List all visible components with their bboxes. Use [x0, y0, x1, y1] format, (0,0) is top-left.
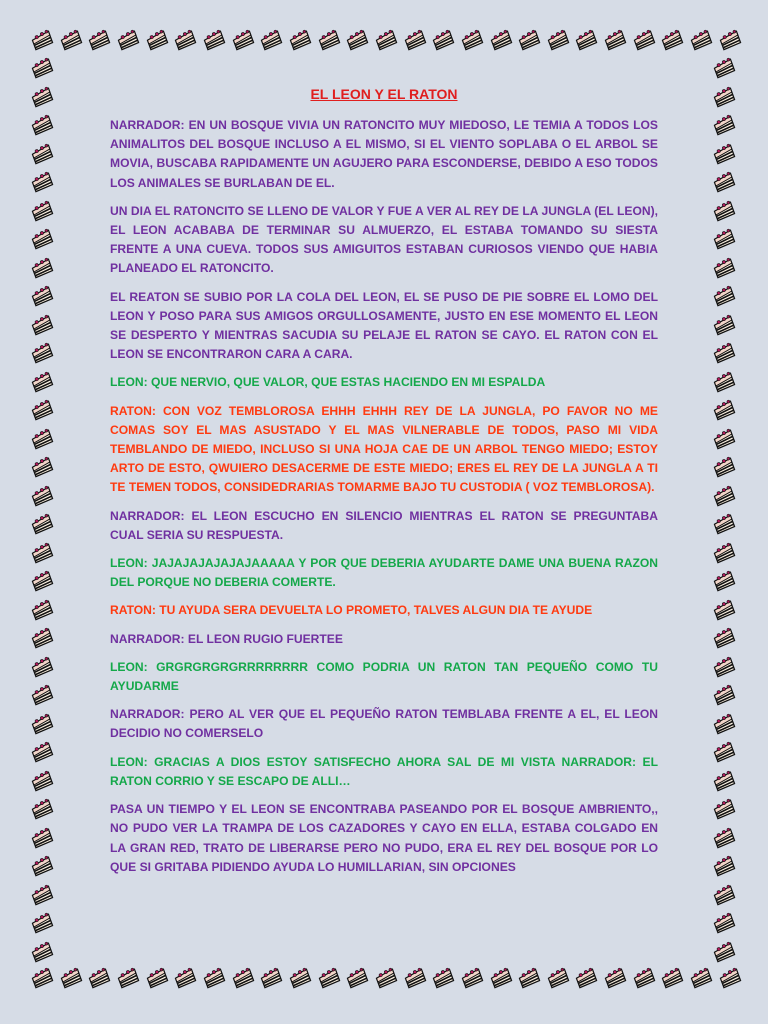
- cake-slice-icon: [632, 966, 656, 990]
- cake-slice-icon: [87, 28, 111, 52]
- cake-slice-icon: [30, 541, 54, 565]
- cake-slice-icon: [689, 966, 713, 990]
- cake-slice-icon: [30, 370, 54, 394]
- paragraph-3: EL REATON SE SUBIO POR LA COLA DEL LEON, EL SE PUSO DE PIE SOBRE EL LOMO DEL LEON Y POSO PARA SUS AMIGOS ORGULLOSAMENTE, JUSTO EN ESE MOMENTO EL LEON SE DESPERTO Y MIENTRAS SACUDIA SU PELAJE EL RATON SE CAYO. EL RATON CON EL LEON SE ENCONTRARON CARA A CARA.: [110, 289, 658, 362]
- cake-slice-icon: [30, 284, 54, 308]
- cake-border-left: [30, 56, 54, 964]
- cake-slice-icon: [231, 966, 255, 990]
- cake-slice-icon: [712, 769, 736, 793]
- cake-slice-icon: [202, 966, 226, 990]
- cake-slice-icon: [546, 28, 570, 52]
- cake-slice-icon: [30, 854, 54, 878]
- cake-slice-icon: [345, 966, 369, 990]
- cake-slice-icon: [173, 966, 197, 990]
- cake-slice-icon: [145, 28, 169, 52]
- paragraph-2: UN DIA EL RATONCITO SE LLENO DE VALOR Y FUE A VER AL REY DE LA JUNGLA (EL LEON), EL LEON ACABABA DE TERMINAR SU ALMUERZO, EL ESTABA TOMANDO SU SIESTA FRENTE A UNA CUEVA. TODOS SUS AMIGUITOS ESTABAN CURIOSOS VIENDO QUE HABIA PLANEADO EL RATONCITO.: [110, 203, 658, 276]
- cake-slice-icon: [116, 28, 140, 52]
- cake-slice-icon: [30, 341, 54, 365]
- cake-slice-icon: [712, 170, 736, 194]
- cake-slice-icon: [603, 966, 627, 990]
- story-content: [110, 86, 658, 886]
- cake-slice-icon: [489, 28, 513, 52]
- cake-slice-icon: [30, 170, 54, 194]
- cake-slice-icon: [173, 28, 197, 52]
- cake-slice-icon: [30, 940, 54, 964]
- cake-slice-icon: [712, 427, 736, 451]
- paragraph-1: NARRADOR: EN UN BOSQUE VIVIA UN RATONCITO MUY MIEDOSO, LE TEMIA A TODOS LOS ANIMALITOS DEL BOSQUE INCLUSO A EL MISMO, SI EL VIENTO SOPLABA O EL ARBOL SE MOVIA, BUSCABA RAPIDAMENTE UN AGUJERO PARA ESCONDERSE, DEBIDO A ESO TODOS LOS ANIMALES SE BURLABAN DE EL.: [110, 118, 658, 190]
- cake-slice-icon: [431, 966, 455, 990]
- cake-slice-icon: [632, 28, 656, 52]
- cake-slice-icon: [30, 911, 54, 935]
- cake-slice-icon: [374, 966, 398, 990]
- cake-slice-icon: [712, 512, 736, 536]
- cake-slice-icon: [712, 854, 736, 878]
- cake-slice-icon: [712, 598, 736, 622]
- cake-slice-icon: [712, 569, 736, 593]
- cake-border-bottom: [30, 966, 742, 990]
- cake-slice-icon: [718, 966, 742, 990]
- cake-slice-icon: [712, 826, 736, 850]
- cake-slice-icon: [59, 966, 83, 990]
- cake-slice-icon: [345, 28, 369, 52]
- cake-slice-icon: [712, 113, 736, 137]
- cake-slice-icon: [460, 966, 484, 990]
- cake-slice-icon: [660, 966, 684, 990]
- cake-slice-icon: [712, 712, 736, 736]
- cake-slice-icon: [30, 56, 54, 80]
- cake-slice-icon: [712, 284, 736, 308]
- paragraph-11: NARRADOR: PERO AL VER QUE EL PEQUEÑO RATON TEMBLABA FRENTE A EL, EL LEON DECIDIO NO COMERSELO: [110, 707, 658, 741]
- cake-slice-icon: [712, 655, 736, 679]
- cake-slice-icon: [30, 85, 54, 109]
- cake-slice-icon: [489, 966, 513, 990]
- cake-slice-icon: [712, 797, 736, 821]
- cake-slice-icon: [30, 598, 54, 622]
- paragraph-7: LEON: JAJAJAJAJAJAJAAAAA Y POR QUE DEBERIA AYUDARTE DAME UNA BUENA RAZON DEL PORQUE NO DEBERIA COMERTE.: [110, 556, 658, 590]
- cake-slice-icon: [574, 966, 598, 990]
- cake-border-right: [712, 56, 736, 964]
- cake-slice-icon: [259, 966, 283, 990]
- cake-slice-icon: [30, 113, 54, 137]
- cake-slice-icon: [712, 455, 736, 479]
- cake-slice-icon: [712, 142, 736, 166]
- cake-slice-icon: [30, 826, 54, 850]
- story-title: EL LEON Y EL RATON: [310, 86, 458, 102]
- cake-slice-icon: [660, 28, 684, 52]
- cake-slice-icon: [87, 966, 111, 990]
- cake-slice-icon: [30, 569, 54, 593]
- paragraph-12: LEON: GRACIAS A DIOS ESTOY SATISFECHO AHORA SAL DE MI VISTA NARRADOR: EL RATON CORRIO Y SE ESCAPO DE ALLI…: [110, 754, 658, 788]
- cake-slice-icon: [30, 769, 54, 793]
- cake-slice-icon: [460, 28, 484, 52]
- cake-slice-icon: [202, 28, 226, 52]
- cake-slice-icon: [603, 28, 627, 52]
- cake-slice-icon: [59, 28, 83, 52]
- cake-slice-icon: [30, 883, 54, 907]
- cake-slice-icon: [574, 28, 598, 52]
- cake-slice-icon: [712, 370, 736, 394]
- paragraph-8: RATON: TU AYUDA SERA DEVUELTA LO PROMETO, TALVES ALGUN DIA TE AYUDE: [110, 603, 593, 618]
- cake-slice-icon: [712, 883, 736, 907]
- cake-slice-icon: [231, 28, 255, 52]
- cake-slice-icon: [403, 966, 427, 990]
- cake-slice-icon: [712, 484, 736, 508]
- cake-slice-icon: [30, 455, 54, 479]
- cake-slice-icon: [712, 199, 736, 223]
- cake-slice-icon: [30, 626, 54, 650]
- cake-slice-icon: [145, 966, 169, 990]
- cake-slice-icon: [712, 313, 736, 337]
- cake-slice-icon: [259, 28, 283, 52]
- cake-slice-icon: [712, 85, 736, 109]
- paragraph-6: NARRADOR: EL LEON ESCUCHO EN SILENCIO MIENTRAS EL RATON SE PREGUNTABA CUAL SERIA SU RESPUESTA.: [110, 508, 658, 542]
- cake-slice-icon: [712, 911, 736, 935]
- cake-slice-icon: [317, 966, 341, 990]
- cake-slice-icon: [30, 655, 54, 679]
- cake-slice-icon: [30, 427, 54, 451]
- cake-slice-icon: [116, 966, 140, 990]
- cake-slice-icon: [30, 712, 54, 736]
- cake-slice-icon: [403, 28, 427, 52]
- cake-slice-icon: [546, 966, 570, 990]
- paragraph-5: RATON: CON VOZ TEMBLOROSA EHHH EHHH REY DE LA JUNGLA, PO FAVOR NO ME COMAS SOY EL MAS ASUSTADO Y EL MAS VILNERABLE DE TODOS, PASO MI VIDA TEMBLANDO DE MIEDO, INCLUSO SI UNA HOJA CAE DE UN ARBOL TENGO MIEDO; ESTOY ARTO DE ESTO, QWUIERO DESACERME DE ESTE MIEDO; ERES EL REY DE LA JUNGLA A TI TE TEMEN TODOS, CONSIDEDRARIAS TOMARME BAJO TU CUSTODIA ( VOZ TEMBLOROSA).: [110, 403, 658, 495]
- cake-slice-icon: [712, 341, 736, 365]
- cake-slice-icon: [288, 28, 312, 52]
- cake-slice-icon: [712, 626, 736, 650]
- cake-slice-icon: [712, 683, 736, 707]
- cake-slice-icon: [30, 966, 54, 990]
- cake-slice-icon: [30, 28, 54, 52]
- paragraph-4: LEON: QUE NERVIO, QUE VALOR, QUE ESTAS HACIENDO EN MI ESPALDA: [110, 375, 546, 390]
- cake-slice-icon: [712, 398, 736, 422]
- cake-slice-icon: [712, 940, 736, 964]
- cake-slice-icon: [689, 28, 713, 52]
- cake-slice-icon: [517, 966, 541, 990]
- paragraph-10: LEON: GRGRGRGRGRRRRRRRR COMO PODRIA UN RATON TAN PEQUEÑO COMO TU AYUDARME: [110, 659, 658, 694]
- paragraph-9: NARRADOR: EL LEON RUGIO FUERTEE: [110, 631, 343, 646]
- cake-slice-icon: [718, 28, 742, 52]
- cake-slice-icon: [30, 313, 54, 337]
- cake-slice-icon: [712, 541, 736, 565]
- cake-slice-icon: [30, 740, 54, 764]
- cake-slice-icon: [30, 797, 54, 821]
- cake-slice-icon: [317, 28, 341, 52]
- cake-slice-icon: [30, 683, 54, 707]
- cake-slice-icon: [30, 142, 54, 166]
- cake-slice-icon: [431, 28, 455, 52]
- cake-slice-icon: [30, 256, 54, 280]
- cake-border-top: [30, 28, 742, 52]
- cake-slice-icon: [30, 398, 54, 422]
- cake-slice-icon: [712, 227, 736, 251]
- cake-slice-icon: [374, 28, 398, 52]
- cake-slice-icon: [30, 512, 54, 536]
- cake-slice-icon: [30, 199, 54, 223]
- paragraph-13: PASA UN TIEMPO Y EL LEON SE ENCONTRABA PASEANDO POR EL BOSQUE AMBRIENTO,, NO PUDO VER LA TRAMPA DE LOS CAZADORES Y CAYO EN ELLA, ESTABA COLGADO EN LA GRAN RED, TRATO DE LIBERARSE PERO NO PUDO, ERA EL REY DEL BOSQUE POR LO QUE SI GRITABA PIDIENDO AYUDA LO HUMILLARIAN, SIN OPCIONES: [110, 802, 658, 874]
- cake-slice-icon: [712, 56, 736, 80]
- cake-slice-icon: [30, 227, 54, 251]
- cake-slice-icon: [30, 484, 54, 508]
- cake-slice-icon: [517, 28, 541, 52]
- cake-slice-icon: [712, 256, 736, 280]
- cake-slice-icon: [288, 966, 312, 990]
- cake-slice-icon: [712, 740, 736, 764]
